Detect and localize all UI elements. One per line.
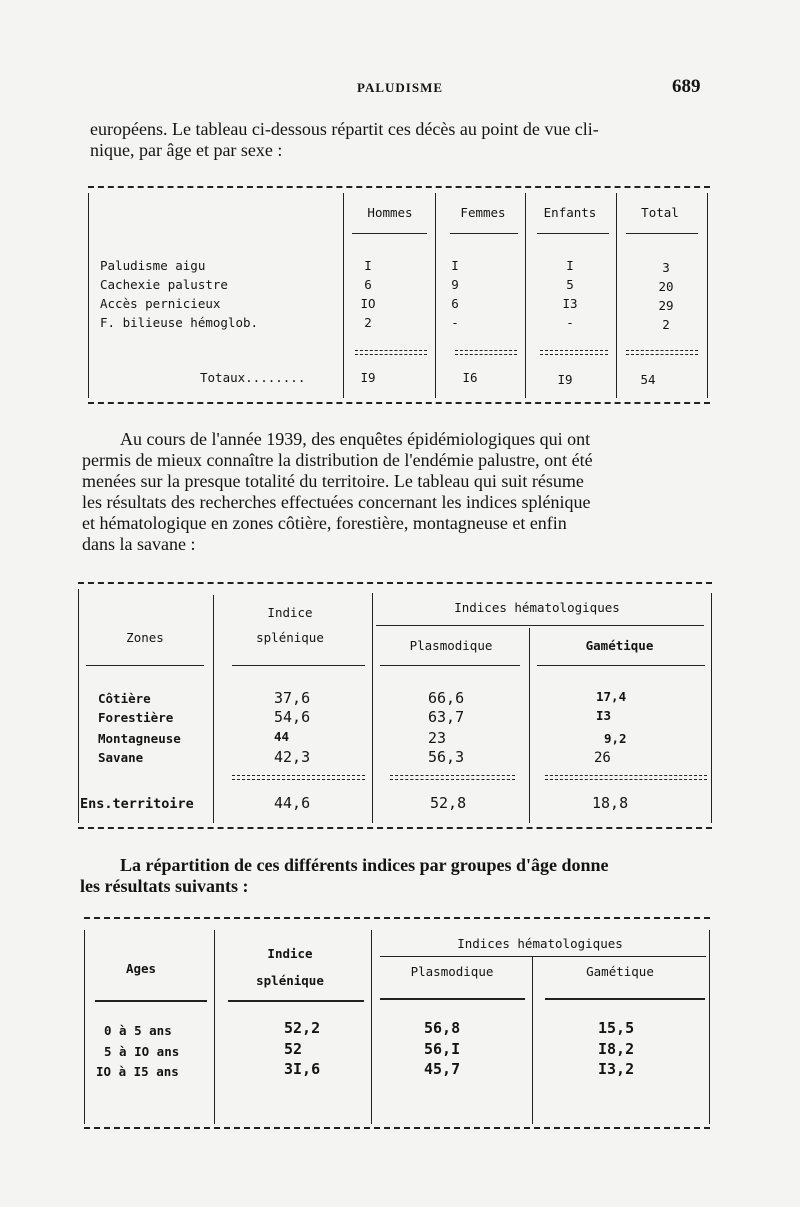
table-bottom-rule — [78, 827, 712, 829]
cell-enfants: I3 — [562, 296, 578, 311]
group-underline — [380, 956, 706, 957]
col-header-indice-2: splénique — [256, 973, 324, 988]
cell-femmes: 9 — [451, 277, 459, 292]
cell-plasmo: 45,7 — [424, 1060, 461, 1078]
cell-hommes: IO — [360, 296, 376, 311]
column-divider — [214, 930, 215, 1124]
header-underline — [450, 233, 518, 234]
total-femmes: I6 — [462, 370, 478, 385]
table-border — [88, 193, 89, 398]
table-top-rule — [84, 917, 710, 919]
cell-total: 2 — [662, 317, 670, 332]
cell-gameto: 26 — [594, 750, 611, 766]
sum-rule — [545, 775, 707, 780]
table-border — [709, 930, 710, 1124]
age-label: IO à I5 ans — [96, 1064, 179, 1079]
header-underline — [626, 233, 698, 234]
col-header-hommes: Hommes — [367, 205, 413, 220]
sum-rule — [455, 350, 517, 355]
table-top-rule — [88, 186, 710, 188]
cell-hommes: 2 — [364, 315, 372, 330]
col-header-indice: Indice — [267, 605, 313, 620]
sum-rule — [626, 350, 698, 355]
col-header-total: Total — [641, 205, 679, 220]
header-underline — [545, 998, 705, 1000]
text-line: les résultats suivants : — [80, 876, 249, 896]
page-number: 689 — [672, 76, 701, 97]
cell-indice: 44 — [274, 729, 290, 744]
col-header-indice-2: splénique — [256, 630, 324, 645]
cell-plasmo: 56,8 — [424, 1019, 461, 1037]
column-divider — [213, 595, 214, 823]
table-border — [707, 193, 708, 398]
text-line: dans la savane : — [82, 534, 196, 554]
cell-indice: 54,6 — [274, 708, 311, 726]
zone-label: Côtière — [98, 691, 151, 706]
cell-plasmo: 56,3 — [428, 748, 465, 766]
header-underline — [537, 665, 705, 666]
row-label: F. bilieuse hémoglob. — [100, 315, 259, 330]
header-underline — [95, 1000, 207, 1002]
cell-plasmo: 66,6 — [428, 689, 465, 707]
cell-plasmo: 23 — [428, 729, 447, 747]
text-line: et hématologique en zones côtière, forestière, montagneuse et enfin — [82, 513, 567, 533]
cell-hommes: I — [364, 258, 372, 273]
total-total: 54 — [640, 372, 656, 387]
sum-rule — [355, 350, 427, 355]
zone-label: Forestière — [98, 710, 174, 725]
col-header-ages: Ages — [125, 961, 157, 976]
sum-rule — [232, 775, 365, 780]
column-divider — [529, 628, 530, 823]
column-divider — [532, 957, 533, 1124]
cell-femmes: I — [451, 258, 459, 273]
cell-gameto: I3,2 — [598, 1060, 635, 1078]
text-line: La répartition de ces différents indices par groupes d'âge donne — [120, 855, 609, 875]
col-header-hemato: Indices hématologiques — [454, 600, 620, 615]
cell-indice: 52 — [284, 1040, 303, 1058]
cell-gameto: 15,5 — [598, 1019, 635, 1037]
cell-femmes: 6 — [451, 296, 459, 311]
table-bottom-rule — [84, 1127, 710, 1129]
col-header-femmes: Femmes — [460, 205, 506, 220]
header-underline — [86, 665, 204, 666]
row-label: Paludisme aigu — [100, 258, 206, 273]
cell-plasmo: 56,I — [424, 1040, 461, 1058]
table-border — [84, 930, 85, 1124]
cell-total: 20 — [658, 279, 674, 294]
header-underline — [352, 233, 427, 234]
col-header-indice: Indice — [267, 946, 313, 961]
group-underline — [376, 625, 704, 626]
column-divider — [371, 930, 372, 1124]
cell-total: 29 — [658, 298, 674, 313]
text-line: européens. Le tableau ci-dessous répartit ces décès au point de vue cli- — [90, 119, 599, 139]
text-line: menées sur la presque totalité du territoire. Le tableau qui suit résume — [82, 471, 584, 491]
header-underline — [228, 1000, 364, 1002]
cell-gameto: 17,4 — [596, 689, 627, 704]
age-label: 5 à IO ans — [104, 1044, 180, 1059]
cell-indice: 37,6 — [274, 689, 311, 707]
sum-rule — [390, 775, 515, 780]
header-underline — [537, 233, 609, 234]
column-divider — [372, 593, 373, 823]
col-header-plasmo: Plasmodique — [410, 964, 494, 979]
cell-femmes: - — [451, 315, 459, 330]
paragraph-repartition — [80, 855, 708, 897]
zone-label: Savane — [98, 750, 144, 765]
cell-hommes: 6 — [364, 277, 372, 292]
cell-enfants: I — [566, 258, 574, 273]
header-underline — [380, 998, 525, 1000]
cell-enfants: - — [566, 315, 574, 330]
total-gameto: 18,8 — [592, 794, 629, 812]
table-border — [711, 593, 712, 823]
text-line: nique, par âge et par sexe : — [90, 140, 283, 160]
col-header-enfants: Enfants — [543, 205, 597, 220]
col-header-plasmo: Plasmodique — [409, 638, 493, 653]
running-head: PALUDISME — [356, 80, 444, 95]
header-underline — [232, 665, 365, 666]
column-divider — [525, 193, 526, 398]
col-header-gameto: Gamétique — [586, 964, 654, 979]
cell-indice: 52,2 — [284, 1019, 321, 1037]
zone-total-label: Ens.territoire — [80, 796, 194, 812]
table-bottom-rule — [88, 402, 710, 404]
cell-gameto: 9,2 — [604, 731, 627, 746]
total-plasmo: 52,8 — [430, 794, 467, 812]
cell-indice: 42,3 — [274, 748, 311, 766]
column-divider — [616, 193, 617, 398]
header-underline — [380, 665, 520, 666]
paragraph-enquetes — [82, 429, 708, 555]
col-header-hemato: Indices hématologiques — [457, 936, 623, 951]
total-enfants: I9 — [557, 372, 573, 387]
totals-label: Totaux........ — [200, 370, 306, 385]
row-label: Cachexie palustre — [100, 277, 228, 292]
cell-enfants: 5 — [566, 277, 574, 292]
total-indice: 44,6 — [274, 794, 311, 812]
col-header-zones: Zones — [126, 630, 164, 645]
intro-paragraph — [90, 119, 708, 161]
cell-indice: 3I,6 — [284, 1060, 321, 1078]
total-hommes: I9 — [360, 370, 376, 385]
col-header-gameto: Gamétique — [585, 638, 654, 653]
cell-plasmo: 63,7 — [428, 708, 465, 726]
age-label: 0 à 5 ans — [104, 1023, 172, 1038]
text-line: les résultats des recherches effectuées concernant les indices splénique — [82, 492, 591, 512]
table-top-rule — [78, 582, 712, 584]
cell-total: 3 — [662, 260, 670, 275]
cell-gameto: I8,2 — [598, 1040, 635, 1058]
zone-label: Montagneuse — [98, 731, 181, 746]
table-border — [78, 589, 79, 823]
sum-rule — [540, 350, 608, 355]
cell-gameto: I3 — [596, 708, 612, 723]
text-line: Au cours de l'année 1939, des enquêtes épidémiologiques qui ont — [120, 429, 591, 449]
text-line: permis de mieux connaître la distribution de l'endémie palustre, ont été — [82, 450, 593, 470]
row-label: Accès pernicieux — [100, 296, 221, 311]
